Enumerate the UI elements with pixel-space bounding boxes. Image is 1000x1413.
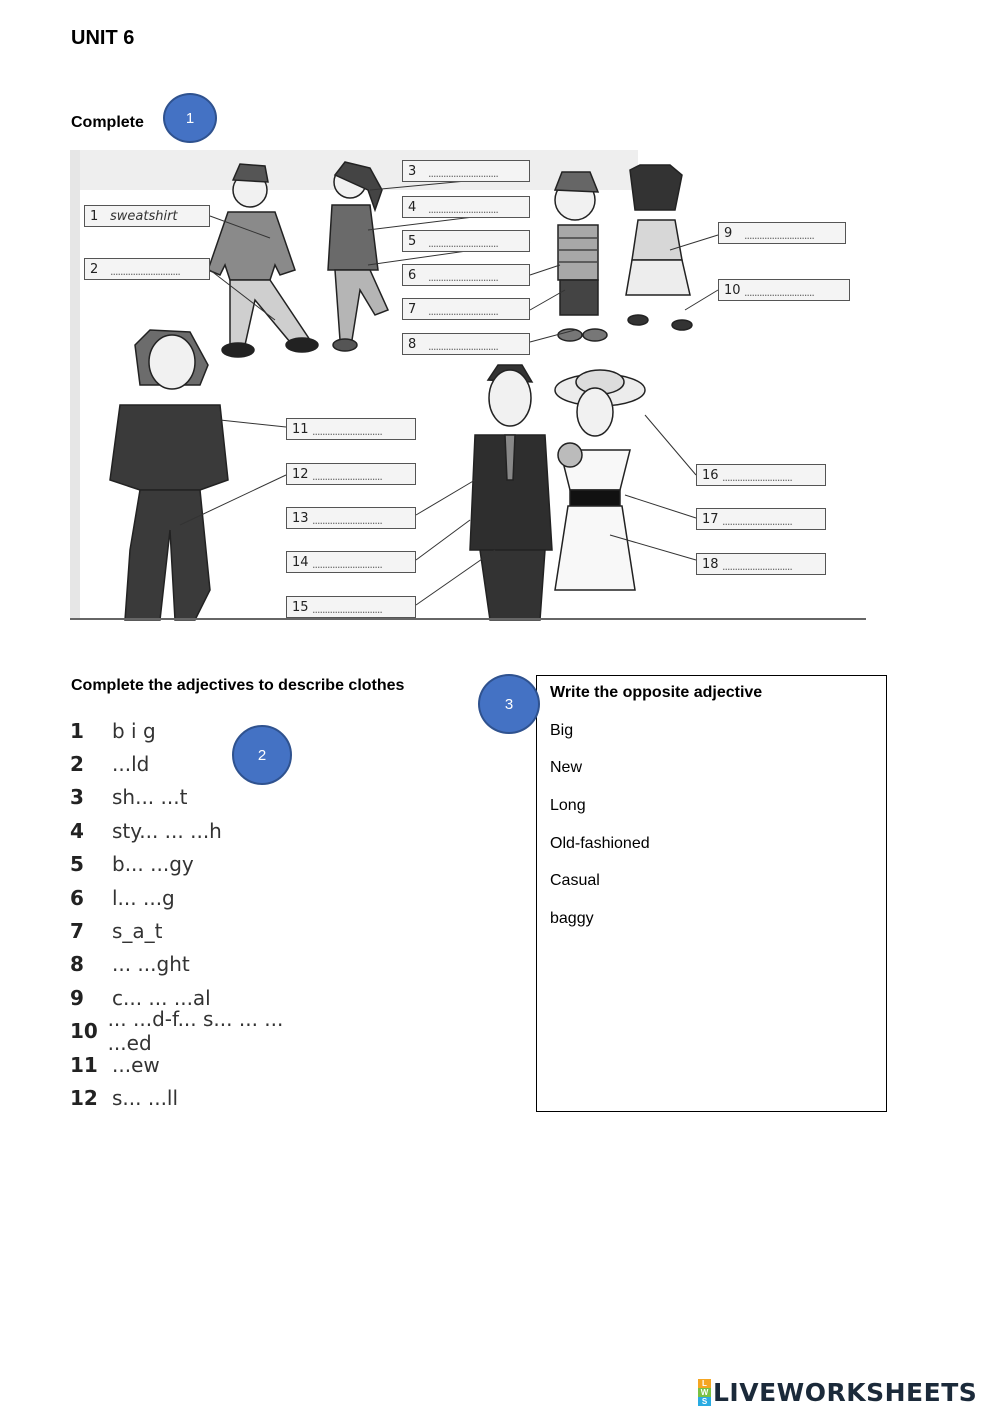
opposite-item[interactable]: New (550, 759, 583, 776)
label-box-8[interactable]: 8 ............................ (402, 333, 530, 355)
label-box-11[interactable]: 11 ............................ (286, 418, 416, 440)
opposite-adjective-box (536, 675, 887, 1112)
section3-heading: Write the opposite adjective (550, 684, 763, 701)
label-box-17[interactable]: 17 ............................ (696, 508, 826, 530)
liveworksheets-logo (698, 1378, 977, 1407)
bride-figure (555, 370, 645, 590)
opposite-item[interactable]: Big (550, 722, 574, 739)
boy-figure (208, 164, 318, 357)
label-box-13[interactable]: 13 ............................ (286, 507, 416, 529)
list-item[interactable]: 3 sh... ...t (70, 785, 188, 810)
list-item[interactable]: 4 sty... ... ...h (70, 818, 222, 843)
groom-figure (470, 365, 552, 620)
label-box-5[interactable]: 5 ............................ (402, 230, 530, 252)
list-item[interactable]: 8 ... ...ght (70, 952, 190, 977)
section2-badge: 2 (232, 725, 292, 785)
label-box-6[interactable]: 6 ............................ (402, 264, 530, 286)
label-box-9[interactable]: 9 ............................ (718, 222, 846, 244)
list-item[interactable]: 5 b... ...gy (70, 852, 194, 877)
unit-title: UNIT 6 (71, 27, 135, 49)
opposite-item[interactable]: baggy (550, 910, 594, 927)
label-box-16[interactable]: 16 ............................ (696, 464, 826, 486)
label-box-10[interactable]: 10 ............................ (718, 279, 850, 301)
list-item[interactable]: 10 ... ...d-f... s... ... ... ...ed (70, 1007, 284, 1056)
label-box-3[interactable]: 3 ............................ (402, 160, 530, 182)
suit-woman-figure (110, 330, 228, 620)
section3-badge: 3 (478, 674, 540, 734)
list-item[interactable]: 2 ...ld (70, 752, 150, 777)
logo-text: LIVEWORKSHEETS (713, 1378, 978, 1407)
section1-heading: Complete (71, 114, 144, 131)
opposite-item[interactable]: Casual (550, 872, 600, 889)
section1-badge: 1 (163, 93, 217, 143)
girl-figure (328, 162, 388, 351)
label-box-15[interactable]: 15 ............................ (286, 596, 416, 618)
logo-mark-icon: L W S (698, 1379, 711, 1406)
list-item[interactable]: 11 ...ew (70, 1052, 160, 1077)
adjective-list (70, 714, 310, 1115)
clothes-illustration (70, 150, 866, 622)
label-box-12[interactable]: 12 ............................ (286, 463, 416, 485)
label-box-14[interactable]: 14 ............................ (286, 551, 416, 573)
list-item[interactable]: 1 b i g (70, 718, 156, 743)
label-box-1[interactable]: 1 sweatshirt (84, 205, 210, 227)
label-box-18[interactable]: 18 ............................ (696, 553, 826, 575)
list-item[interactable]: 12 s... ...ll (70, 1085, 179, 1110)
list-item[interactable]: 7 s_a_t (70, 919, 163, 944)
opposite-item[interactable]: Old-fashioned (550, 835, 650, 852)
section2-heading: Complete the adjectives to describe clothes (71, 677, 405, 694)
pigtail-girl-figure (626, 165, 692, 330)
label-box-4[interactable]: 4 ............................ (402, 196, 530, 218)
list-item[interactable]: 9 c... ... ...al (70, 985, 211, 1010)
opposite-item[interactable]: Long (550, 797, 586, 814)
label-box-2[interactable]: 2 ............................ (84, 258, 210, 280)
striped-boy-figure (555, 172, 607, 341)
label-box-7[interactable]: 7 ............................ (402, 298, 530, 320)
list-item[interactable]: 6 l... ...g (70, 885, 175, 910)
